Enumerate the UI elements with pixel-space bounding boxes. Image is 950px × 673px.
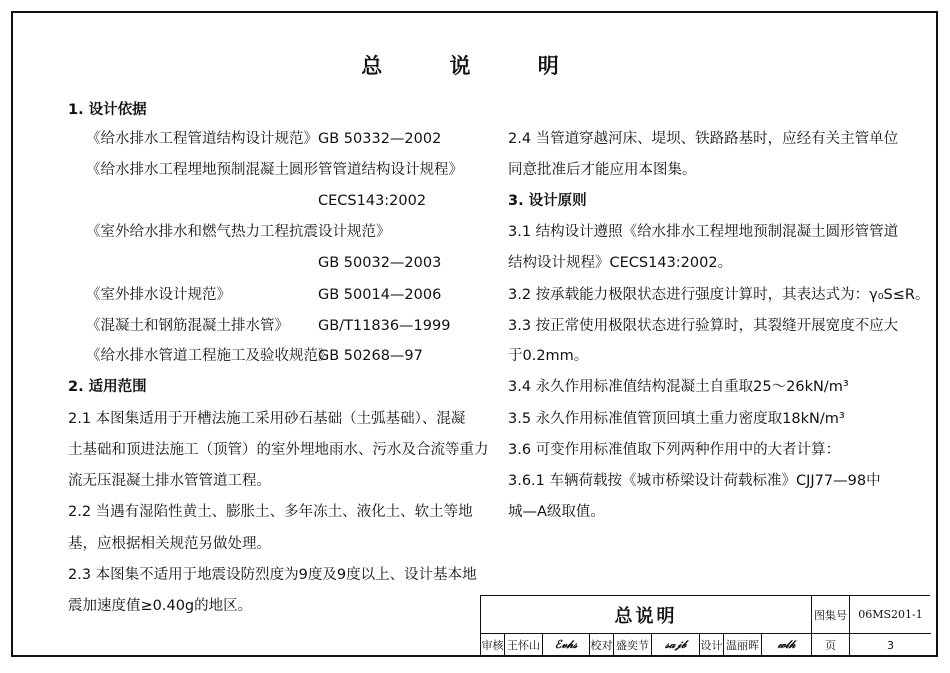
para-3-1-line-2: 结构设计规程》CECS143:2002。 [508,255,733,271]
para-3-1-line-1: 3.1 结构设计遵照《给水排水工程埋地预制混凝土圆形管管道 [508,224,899,240]
title-block-name: 总说明 [481,596,812,634]
ref-5-code: GB/T11836—1999 [318,318,451,334]
para-3-5: 3.5 永久作用标准值管顶回填土重力密度取18kN/m³ [508,411,845,427]
ref-1-code: GB 50332—2002 [318,131,442,147]
ref-6-name: 《给水排水管道工程施工及验收规范》 [86,348,333,364]
para-3-6-1-line-1: 3.6.1 车辆荷载按《城市桥梁设计荷载标准》CJJ77—98中 [508,473,881,489]
checker-name: 盛奕节 [614,634,652,656]
ref-6-code: GB 50268—97 [318,348,423,364]
ref-1-name: 《给水排水工程管道结构设计规范》 [86,131,318,147]
ref-4-code: GB 50014—2006 [318,287,442,303]
checker-signature: 𝓈𝒶𝒿𝒷 [652,634,700,656]
section-1-heading: 1. 设计依据 [68,102,147,118]
para-2-1-line-2: 土基础和顶进法施工（顶管）的室外埋地雨水、污水及合流等重力 [68,442,489,458]
designer-signature: 𝓌𝓁𝒽 [762,634,812,656]
para-3-4: 3.4 永久作用标准值结构混凝土自重取25～26kN/m³ [508,379,849,395]
ref-3-name: 《室外给水排水和燃气热力工程抗震设计规范》 [86,224,391,240]
reviewer-name: 王怀山 [505,634,543,656]
page-title: 总 说 明 [361,54,589,78]
atlas-number-label: 图集号 [812,596,850,634]
page-number: 3 [887,638,894,652]
para-3-2: 3.2 按承载能力极限状态进行强度计算时，其表达式为：γ₀S≤R。 [508,287,930,303]
review-label: 审核 [481,634,505,656]
para-3-6: 3.6 可变作用标准值取下列两种作用中的大者计算： [508,442,841,458]
title-block [480,595,930,655]
designer-name: 温丽晖 [724,634,762,656]
ref-3-code: GB 50032—2003 [318,255,442,271]
check-label: 校对 [590,634,614,656]
para-2-3-line-1: 2.3 本图集不适用于地震设防烈度为9度及9度以上、设计基本地 [68,567,477,583]
atlas-number: 06MS201-1 [850,596,931,634]
ref-4-name: 《室外排水设计规范》 [86,287,231,303]
para-3-3-line-1: 3.3 按正常使用极限状态进行验算时，其裂缝开展宽度不应大 [508,318,899,334]
design-label: 设计 [700,634,724,656]
section-3-heading: 3. 设计原则 [508,193,587,209]
para-3-3-line-2: 于0.2mm。 [508,348,589,364]
ref-5-name: 《混凝土和钢筋混凝土排水管》 [86,318,289,334]
reviewer-signature: ℰ𝓋𝒽𝓈 [543,634,590,656]
para-2-2-line-1: 2.2 当遇有湿陷性黄土、膨胀土、多年冻土、液化土、软土等地 [68,504,473,520]
para-2-1-line-3: 流无压混凝土排水管管道工程。 [68,473,271,489]
para-2-1-line-1: 2.1 本图集适用于开槽法施工采用砂石基础（土弧基础）、混凝 [68,411,466,427]
para-2-2-line-2: 基，应根据相关规范另做处理。 [68,536,271,552]
ref-2-code: CECS143:2002 [318,193,427,209]
ref-2-name: 《给水排水工程埋地预制混凝土圆形管管道结构设计规程》 [86,162,463,178]
section-2-heading: 2. 适用范围 [68,379,147,395]
para-2-3-line-2: 震加速度值≥0.40g的地区。 [68,598,253,614]
page-label: 页 [812,634,850,656]
para-2-4-line-1: 2.4 当管道穿越河床、堤坝、铁路路基时，应经有关主管单位 [508,131,899,147]
para-2-4-line-2: 同意批准后才能应用本图集。 [508,162,697,178]
para-3-6-1-line-2: 城—A级取值。 [508,504,605,520]
